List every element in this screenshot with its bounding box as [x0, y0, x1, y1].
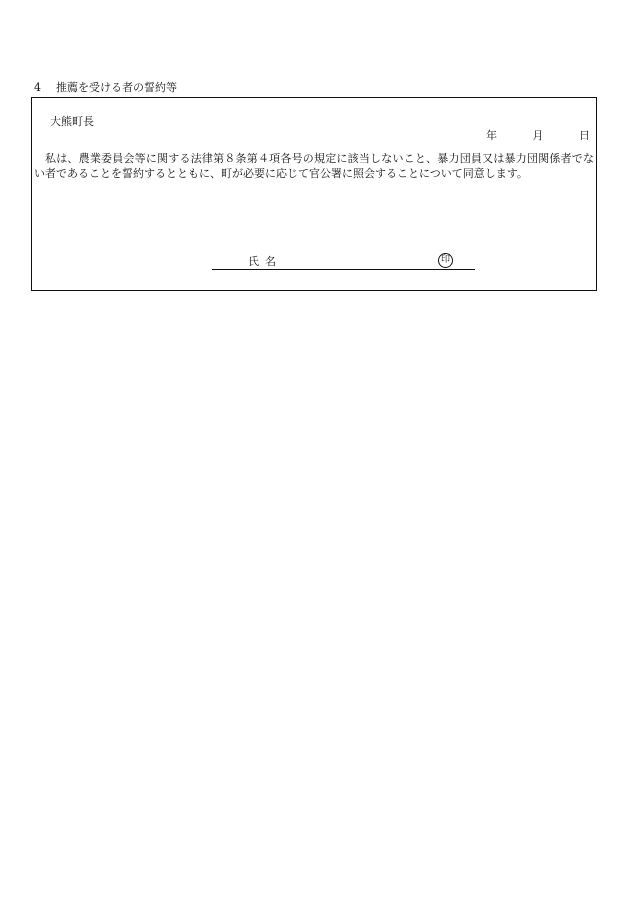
pledge-statement: 私は、農業委員会等に関する法律第８条第４項各号の規定に該当しないこと、暴力団員又は暴力団関係者でない者であることを誓約するとともに、町が必要に応じて官公署に照会することについて同意します。: [34, 152, 594, 180]
section-title: 推薦を受ける者の誓約等: [56, 81, 177, 94]
date-year-label: 年: [486, 129, 497, 142]
signature-line: [212, 255, 475, 270]
date-row: [486, 129, 590, 143]
seal-icon: 印: [438, 253, 453, 268]
date-month-label: 月: [532, 129, 544, 142]
addressee: 大熊町長: [50, 115, 94, 128]
section-heading: [34, 81, 177, 95]
pledge-box: [31, 97, 597, 291]
section-number: 4: [34, 81, 41, 94]
name-label: 氏名: [248, 255, 282, 268]
date-day-label: 日: [579, 129, 590, 142]
